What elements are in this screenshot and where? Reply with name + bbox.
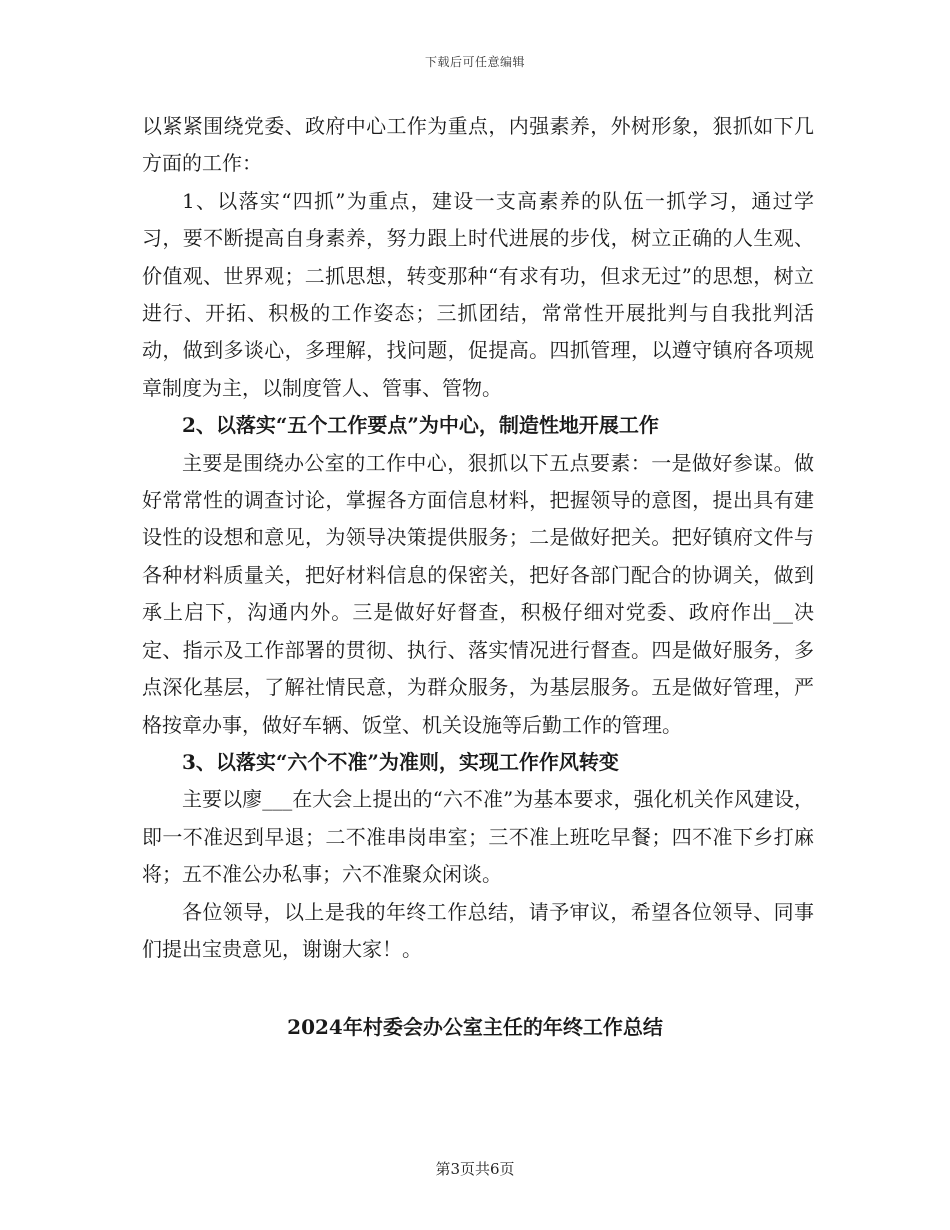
next-document-title: 2024年村委会办公室主任的年终工作总结 [287, 1015, 663, 1039]
document-body [142, 108, 814, 968]
page-number: 第3页共6页 [435, 1160, 515, 1178]
section-heading-3: 3、以落实“六个不准”为准则，实现工作作风转变 [182, 749, 619, 774]
page-header: 下载后可任意编辑 [424, 55, 525, 69]
paragraph-item-2: 主要是围绕办公室的工作中心，狠抓以下五点要素：一是做好参谋。做好常常性的调查讨论，掌握各方面信息材料，把握领导的意图，提出具有建设性的设想和意见，为领导决策提供服务；二是做好把关。把好镇府文件与各种材料质量关，把好材料信息的保密关，把好各部门配合的协调关，做到承上启下，沟通内外。三是做好好督查，积极仔细对党委、政府作出__决定、指示及工作部署的贯彻、执行、落实情况进行督查。四是做好服务，多点深化基层，了解社情民意，为群众服务，为基层服务。五是做好管理，严格按章办事，做好车辆、饭堂、机关设施等后勤工作的管理。 [142, 450, 814, 737]
paragraph-closing: 各位领导，以上是我的年终工作总结，请予审议，希望各位领导、同事们提出宝贵意见，谢谢大家！。 [142, 899, 814, 961]
paragraph-item-1: 1、以落实“四抓”为重点，建设一支高素养的队伍一抓学习，通过学习，要不断提高自身素养，努力跟上时代进展的步伐，树立正确的人生观、价值观、世界观；二抓思想，转变那种“有求有功，但求无过”的思想，树立进行、开拓、积极的工作姿态；三抓团结，常常性开展批判与自我批判活动，做到多谈心，多理解，找问题，促提高。四抓管理，以遵守镇府各项规章制度为主，以制度管人、管事、管物。 [142, 188, 814, 400]
section-heading-2: 2、以落实“五个工作要点”为中心，制造性地开展工作 [182, 413, 659, 438]
paragraph-intro: 以紧紧围绕党委、政府中心工作为重点，内强素养，外树形象，狠抓如下几方面的工作： [142, 114, 814, 176]
paragraph-item-3: 主要以廖___在大会上提出的“六不准”为基本要求，强化机关作风建设，即一不准迟到早退；二不准串岗串室；三不准上班吃早餐；四不准下乡打麻将；五不准公办私事；六不准聚众闲谈。 [142, 787, 814, 887]
